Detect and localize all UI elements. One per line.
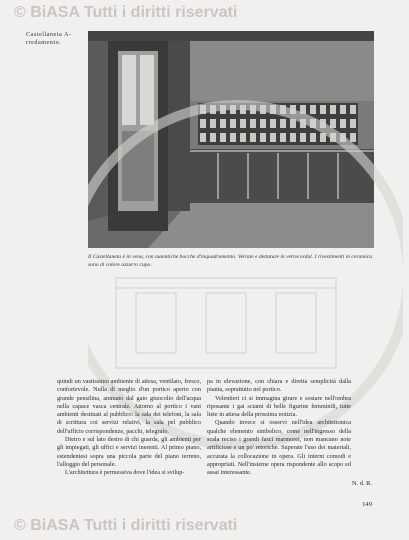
paragraph: Quando invece si osservi nell'idea architettonica qualche elemento simbolico, come nell'ingresso della scala reciso i grandi fasci marmorei, non mancano note artificiose e un po' retoriche. Superate l'uso dei materiali, accurata la collocazione in opera. Gli interni comodi e appropriati. Nell'insieme opera rispondente allo scopo ed assai interessante.: [207, 419, 351, 477]
interior-photo-drawing: [88, 31, 374, 248]
paragraph: quindi un vastissimo ambiente di attesa, ventilato, fresco, confortevole. Nulla di meglio d'un portico aperto con grande pensilina, animato dal gaio giuocolio dell'acqua nella capace vasca centrale. Attorno al portico i vani ambienti destinati al pubblico: la sala dei telefoni, la sala di scrittura coi servizi relativi, la sala pel pubblico dell'ufficio corrispondenze, pacchi, telegrafo.: [57, 378, 201, 435]
paragraph: pa in elevazione, con chiara e diretta semplicità dalla pianta, soprattutto nel portico.: [207, 378, 351, 394]
watermark-top: © BiASA Tutti i diritti riservati: [14, 4, 238, 21]
paragraph: L'architettura è permessiva dove l'idea si svilup-: [65, 469, 185, 477]
watermark-bottom: © BiASA Tutti i diritti riservati: [14, 517, 238, 534]
interior-photo: [88, 31, 374, 248]
page-number: 149: [362, 501, 372, 508]
text-column-left: [57, 378, 201, 478]
editorial-signature: N. d. R.: [351, 480, 372, 487]
paragraph: Volentieri ci si immagina girare e sostare nell'ombra riposante i gai sciami di belle figurine femminili, tutte liete in attesa della prossima notizia.: [207, 394, 351, 419]
section-label: [26, 31, 86, 47]
building-sketch: [96, 268, 356, 376]
paragraph: Dietro e sul lato destro di chi guarda, gli ambienti per gli impiegati, gli uffici e servizi inerenti. Al primo piano, estendentesi sopra una piccola parte del piano terreno, l'alloggio del personale.: [57, 436, 201, 468]
section-label-text: Castellaneta A- rredamento.: [26, 31, 72, 46]
text-column-right: [207, 378, 351, 478]
photo-caption: Il Castellaneta è in vena, con autentiche bocche d'inquadramento. Vetrate e dettature in vetrocordal. I rivestimenti in ceramica sono di colore azzurro cupo.: [88, 254, 373, 268]
